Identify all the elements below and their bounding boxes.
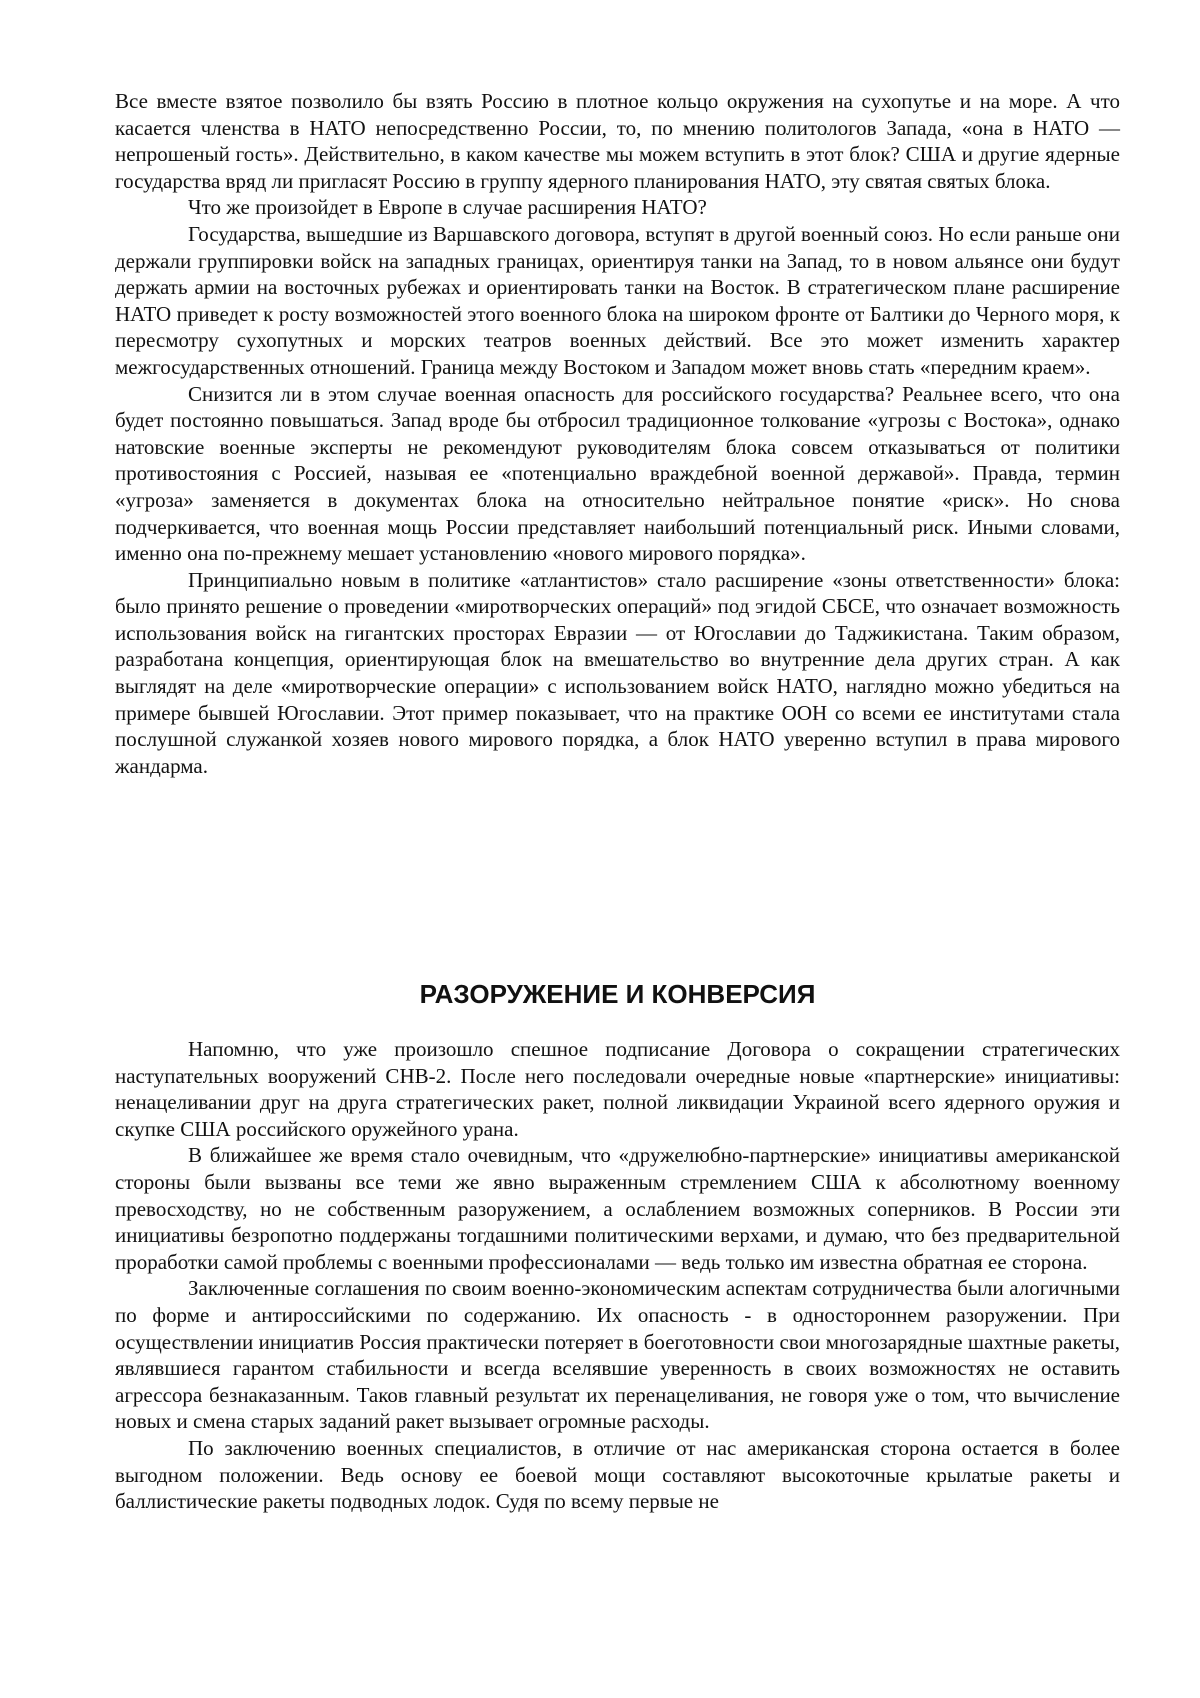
section-heading: РАЗОРУЖЕНИЕ И КОНВЕРСИЯ xyxy=(419,979,816,1009)
paragraph: Что же произойдет в Европе в случае расширения НАТО? xyxy=(188,195,707,220)
paragraph: В ближайшее же время стало очевидным, что «дружелюбно-партнерские» инициативы американской стороны были вызваны все теми же явно выраженным стремлением США к абсолютному военному превосходству, но не собственным разоружением, а ослаблением возможных соперников. В России эти инициативы безропотно поддержаны тогдашними политическими верхами, и думаю, что без предварительной проработки самой проблемы с военными профессионалами — ведь только им известна обратная ее сторона. xyxy=(115,1143,1120,1274)
paragraph: По заключению военных специалистов, в отличие от нас американская сторона остается в более выгодном положении. Ведь основу ее боевой мощи составляют высокоточные крылатые ракеты и баллистические ракеты подводных лодок. Судя по всему первые не xyxy=(115,1435,1120,1514)
paragraph: Государства, вышедшие из Варшавского договора, вступят в другой военный союз. Но если раньше они держали группировки войск на западных границах, ориентируя танки на Запад, то в новом альянсе они будут держать армии на восточных рубежах и ориентировать танки на Восток. В стратегическом плане расширение НАТО приведет к росту возможностей этого военного блока на широком фронте от Балтики до Черного моря, к пересмотру сухопутных и морских театров военных действий. Все это может изменить характер межгосударственных отношений. Граница между Востоком и Западом может вновь стать «передним краем». xyxy=(115,221,1120,379)
paragraph: Принципиально новым в политике «атлантистов» стало расширение «зоны ответственности» блока: было принято решение о проведении «миротворческих операций» под эгидой СБСЕ, что означает возможность использования войск на гигантских просторах Евразии — от Югославии до Таджикистана. Таким образом, разработана концепция, ориентирующая блок на вмешательство во внутренние дела других стран. А как выглядят на деле «миротворческие операции» с использованием войск НАТО, наглядно можно убедиться на примере бывшей Югославии. Этот пример показывает, что на практике ООН со всеми ее институтами стала послушной служанкой хозяев нового мирового порядка, а блок НАТО уверенно вступил в права мирового жандарма. xyxy=(115,567,1120,778)
section-disarmament-text xyxy=(115,1036,1120,1515)
paragraph: Заключенные соглашения по своим военно-экономическим аспектам сотрудничества были алогичными по форме и антироссийскими по содержанию. Их опасность - в одностороннем разоружении. При осуществлении инициатив Россия практически потеряет в боеготовности свои многозарядные шахтные ракеты, являвшиеся гарантом стабильности и всегда вселявшие уверенность в своих возможностях не оставить агрессора безнаказанным. Таков главный результат их перенацеливания, не говоря уже о том, что вычисление новых и смена старых заданий ракет вызывает огромные расходы. xyxy=(115,1276,1120,1434)
paragraph: Напомню, что уже произошло спешное подписание Договора о сокращении стратегических наступательных вооружений СНВ-2. После него последовали очередные новые «партнерские» инициативы: ненацеливании друг на друга стратегических ракет, полной ликвидации Украиной всего ядерного оружия и скупке США российского оружейного урана. xyxy=(115,1037,1120,1141)
section-nato-text xyxy=(115,88,1120,779)
paragraph: Снизится ли в этом случае военная опасность для российского государства? Реальнее всего, что она будет постоянно повышаться. Запад вроде бы отбросил традиционное толкование «угрозы с Востока», однако натовские военные эксперты не рекомендуют руководителям блока совсем отказываться от политики противостояния с Россией, называя ее «потенциально враждебной военной державой». Правда, термин «угроза» заменяется в документах блока на относительно нейтральное понятие «риск». Но снова подчеркивается, что военная мощь России представляет наибольший потенциальный риск. Иными словами, именно она по-прежнему мешает установлению «нового мирового порядка». xyxy=(115,381,1120,566)
paragraph: Все вместе взятое позволило бы взять Россию в плотное кольцо окружения на сухопутье и на море. А что касается членства в НАТО непосредственно России, то, по мнению политологов Запада, «она в НАТО — непрошеный гость». Действительно, в каком качестве мы можем вступить в этот блок? США и другие ядерные государства вряд ли пригласят Россию в группу ядерного планирования НАТО, эту святая святых блока. xyxy=(115,89,1120,193)
